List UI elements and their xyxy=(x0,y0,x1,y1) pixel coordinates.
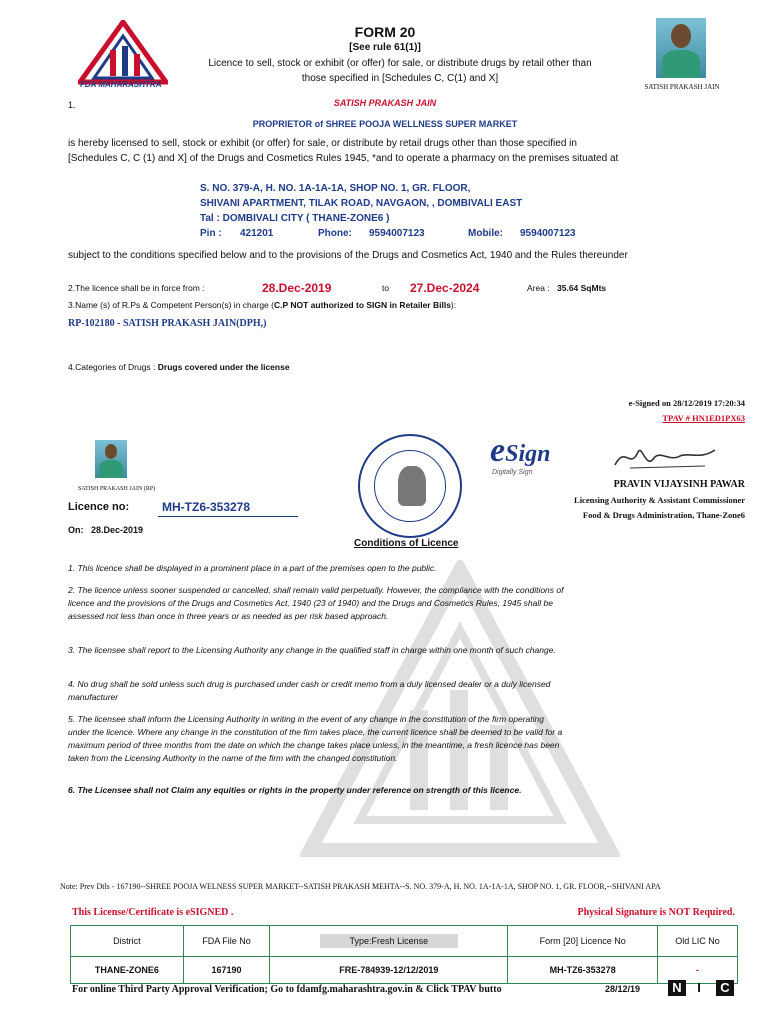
table-cell: FRE-784939-12/12/2019 xyxy=(270,957,508,984)
holder-photo xyxy=(656,18,706,78)
condition-5: 5. The licensee shall inform the Licensing Authority in writing in the event of any change in the constitution of the firm operating under the licence. Where any change in the constitution of the firm takes place, the current licence shall be deemed to be valid for a maximum period of three months from the date on which the change takes place unless, in the meantime, a fresh licence has been taken from the Licensing Authority in the name of the firm with the changed constitution. xyxy=(68,714,563,763)
authority-signature xyxy=(610,440,720,475)
national-emblem-icon xyxy=(398,466,426,506)
licence-info-table xyxy=(70,925,738,984)
esigned-notice: This License/Certificate is eSIGNED . xyxy=(72,907,234,918)
condition-6: 6. The Licensee shall not Claim any equities or rights in the property under reference on strength of this licence. xyxy=(68,785,522,795)
esign-logo: eSign Digitally Sign xyxy=(490,432,551,476)
proprietor-line: PROPRIETOR of SHREE POOJA WELLNESS SUPER MARKET xyxy=(252,119,518,129)
rp-line: RP-102180 - SATISH PRAKASH JAIN(DPH,) xyxy=(68,318,267,329)
table-header-cell: FDA File No xyxy=(183,926,270,957)
rule-reference: [See rule 61(1)] xyxy=(349,42,421,53)
authority-title: Licensing Authority & Assistant Commissioner xyxy=(574,495,745,505)
esigned-on: e-Signed on 28/12/2019 17:20:34 xyxy=(628,398,745,408)
form-title: FORM 20 xyxy=(354,24,416,40)
table-header-cell: District xyxy=(71,926,184,957)
persons-in-charge: 3.Name (s) of R.Ps & Competent Person(s) in charge (C.P NOT authorized to SIGN in Retailer Bills): xyxy=(68,300,457,310)
table-header-cell: Form [20] Licence No xyxy=(508,926,658,957)
licence-description: Licence to sell, stock or exhibit (or offer) for sale, or distribute drugs by retail other than those specified in [Schedules C, C(1) and X] xyxy=(208,58,592,84)
holder-photo-caption: SATISH PRAKASH JAIN xyxy=(644,83,720,91)
from-date: 28.Dec-2019 xyxy=(262,281,332,295)
rp-photo xyxy=(95,440,127,478)
nic-logo-c: C xyxy=(716,980,734,996)
logo-caption: FDA MAHARASHTRA xyxy=(80,80,162,89)
holder-name: SATISH PRAKASH JAIN xyxy=(333,98,437,108)
tpav-number: TPAV # HN1ED1PX63 xyxy=(662,413,745,423)
pin-value: 421201 xyxy=(240,228,274,239)
to-label: to xyxy=(382,283,390,293)
address-line-1: S. NO. 379-A, H. NO. 1A-1A-1A, SHOP NO. 1, GR. FLOOR, xyxy=(200,183,471,194)
phone-label: Phone: xyxy=(318,228,352,239)
conditions-title: Conditions of Licence xyxy=(354,538,459,549)
table-header-cell: Old LIC No xyxy=(658,926,738,957)
authority-name: PRAVIN VIJAYSINH PAWAR xyxy=(613,479,745,490)
table-row xyxy=(71,957,738,984)
physical-signature-notice: Physical Signature is NOT Required. xyxy=(577,907,735,918)
table-cell: THANE-ZONE6 xyxy=(71,957,184,984)
table-header-row xyxy=(71,926,738,957)
table-cell: MH-TZ6-353278 xyxy=(508,957,658,984)
table-cell: 167190 xyxy=(183,957,270,984)
condition-3: 3. The licensee shall report to the Licensing Authority any change in the qualified staff in charge within one month of such change. xyxy=(68,645,556,655)
area-label: Area : xyxy=(527,283,550,293)
licence-no-label: Licence no: xyxy=(68,501,130,513)
phone-value: 9594007123 xyxy=(369,228,425,239)
authority-office: Food & Drugs Administration, Thane-Zone6 xyxy=(582,510,745,520)
tpav-verification-text: For online Third Party Approval Verification; Go to fdamfg.maharashtra.gov.in & Click TPAV butto xyxy=(72,984,502,995)
force-label: 2.The licence shall be in force from : xyxy=(68,283,205,293)
address-line-2: SHIVANI APARTMENT, TILAK ROAD, NAVGAON, , DOMBIVALI EAST xyxy=(200,198,523,209)
mobile-label: Mobile: xyxy=(468,228,503,239)
licensed-text: is hereby licensed to sell, stock or exhibit (or offer) for sale, or distribute by retail drugs other than those specified in [Schedules C, C (1) and X] of the Drugs and Cosmetics Rules 1945, *and to operate a pharmacy on the premises situated at xyxy=(68,138,619,164)
licence-on-date: On: 28.Dec-2019 xyxy=(68,525,144,535)
item-number: 1. xyxy=(68,100,76,110)
licence-underline xyxy=(158,516,298,517)
nic-logo-i: I xyxy=(697,980,701,995)
table-cell: - xyxy=(658,957,738,984)
fda-seal xyxy=(358,434,462,538)
rp-photo-caption: SATISH PRAKASH JAIN (RP) xyxy=(78,486,156,492)
condition-2: 2. The licence unless sooner suspended or cancelled, shall remain valid perpetually. However, the compliance with the conditions of licence and the provisions of the Drugs and Cosmetics Act, 1940 (23 of 1940) and the Drugs and Cosmetics Rules, 1945 shall be assessed not less than once in three years or as needed as per risk based approach. xyxy=(68,585,564,621)
categories-line: 4.Categories of Drugs : Drugs covered under the license xyxy=(68,362,290,372)
condition-4: 4. No drug shall be sold unless such drug is purchased under cash or credit memo from a duly licensed dealer or a duly licensed manufacturer xyxy=(68,679,551,702)
to-date: 27.Dec-2024 xyxy=(410,281,480,295)
footer-date: 28/12/19 xyxy=(605,984,641,994)
nic-logo-n: N xyxy=(668,980,686,996)
previous-details-note: Note: Prev Dtls - 167190--SHREE POOJA WELNESS SUPER MARKET--SATISH PRAKASH MEHTA--S. NO. 379-A, H. NO. 1A-1A-1A, SHOP NO. 1, GR. FLOOR,--SHIVANI APA xyxy=(60,882,661,891)
area-value: 35.64 SqMts xyxy=(557,283,607,293)
mobile-value: 9594007123 xyxy=(520,228,576,239)
table-header-cell: Type:Fresh License xyxy=(270,926,508,957)
pin-label: Pin : xyxy=(200,228,222,239)
address-line-3: Tal : DOMBIVALI CITY ( THANE-ZONE6 ) xyxy=(200,213,390,224)
condition-1: 1. This licence shall be displayed in a prominent place in a part of the premises open to the public. xyxy=(68,563,437,573)
licence-no: MH-TZ6-353278 xyxy=(162,500,251,514)
subject-text: subject to the conditions specified below and to the provisions of the Drugs and Cosmetics Act, 1940 and the Rules thereunder xyxy=(68,250,628,261)
